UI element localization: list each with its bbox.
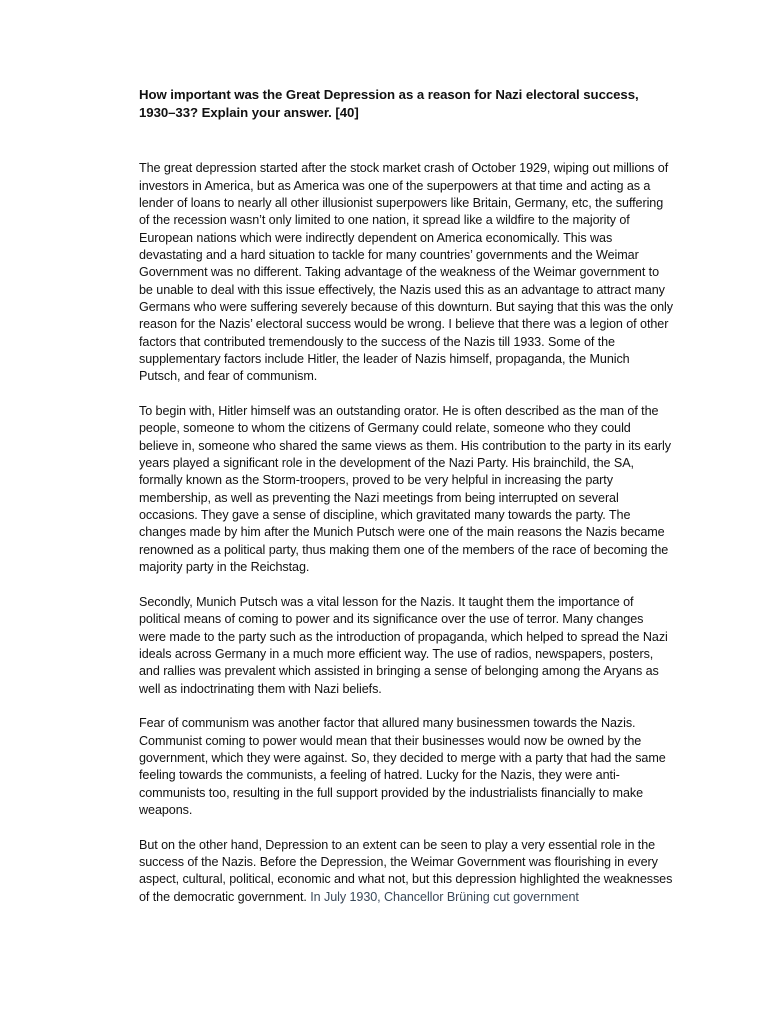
- document-content: [139, 86, 673, 906]
- paragraph-depression: [139, 837, 673, 906]
- trailing-truncated-text: In July 1930, Chancellor Brüning cut government: [310, 889, 579, 904]
- paragraph-hitler: To begin with, Hitler himself was an outstanding orator. He is often described as the man of the people, someone to whom the citizens of Germany could relate, someone who they could believe in, someone who shared the same views as them. His contribution to the party in its early years played a significant role in the development of the Nazi Party. His brainchild, the SA, formally known as the Storm-troopers, proved to be very helpful in increasing the party membership, as well as preventing the Nazi meetings from being interrupted on several occasions. They gave a sense of discipline, which gravitated many towards the party. The changes made by him after the Munich Putsch were one of the main reasons the Nazis became renowned as a political party, thus making them one of the members of the race of becoming the majority party in the Reichstag.: [139, 404, 671, 575]
- paragraph-depression-text: But on the other hand, Depression to an extent can be seen to play a very essential role in the success of the Nazis. Before the Depression, the Weimar Government was flourishing in every aspect, cultural, political, economic and what not, but this depression highlighted the weaknesses of the democratic government.: [139, 837, 673, 904]
- paragraph-munich-putsch: Secondly, Munich Putsch was a vital lesson for the Nazis. It taught them the importance of political means of coming to power and its significance over the use of terror. Many changes were made to the party such as the introduction of propaganda, which helped to spread the Nazi ideals across Germany in a much more efficient way. The use of radios, newspapers, posters, and rallies was prevalent which assisted in bringing a sense of belonging among the Aryans as well as indoctrinating them with Nazi beliefs.: [139, 594, 668, 696]
- paragraph-intro: The great depression started after the stock market crash of October 1929, wiping out millions of investors in America, but as America was one of the superpowers at that time and acting as a lender of loans to nearly all other illusionist superpowers like Britain, Germany, etc, the suffering of the recession wasn’t only limited to one nation, it spread like a wildfire to the majority of European nations which were indirectly dependent on America economically. This was devastating and a hard situation to tackle for many countries’ governments and the Weimar Government was no different. Taking advantage of the weakness of the Weimar government to be unable to deal with this issue effectively, the Nazis used this as an advantage to attract many Germans who were suffering severely because of this downturn. But saying that this was the only reason for the Nazis’ electoral success would be wrong. I believe that there was a legion of other factors that contributed tremendously to the success of the Nazis till 1933. Some of the supplementary factors include Hitler, the leader of Nazis himself, propaganda, the Munich Putsch, and fear of communism.: [139, 161, 673, 384]
- essay-question-title: How important was the Great Depression as a reason for Nazi electoral success, 1930–33? Explain your answer. [40]: [139, 87, 639, 120]
- paragraph-communism: Fear of communism was another factor that allured many businessmen towards the Nazis. Communist coming to power would mean that their businesses would now be owned by the government, which they were against. So, they decided to merge with a party that had the same feeling towards the communists, a feeling of hatred. Lucky for the Nazis, they were anti-communists too, resulting in the full support provided by the industrialists financially to make weapons.: [139, 716, 666, 818]
